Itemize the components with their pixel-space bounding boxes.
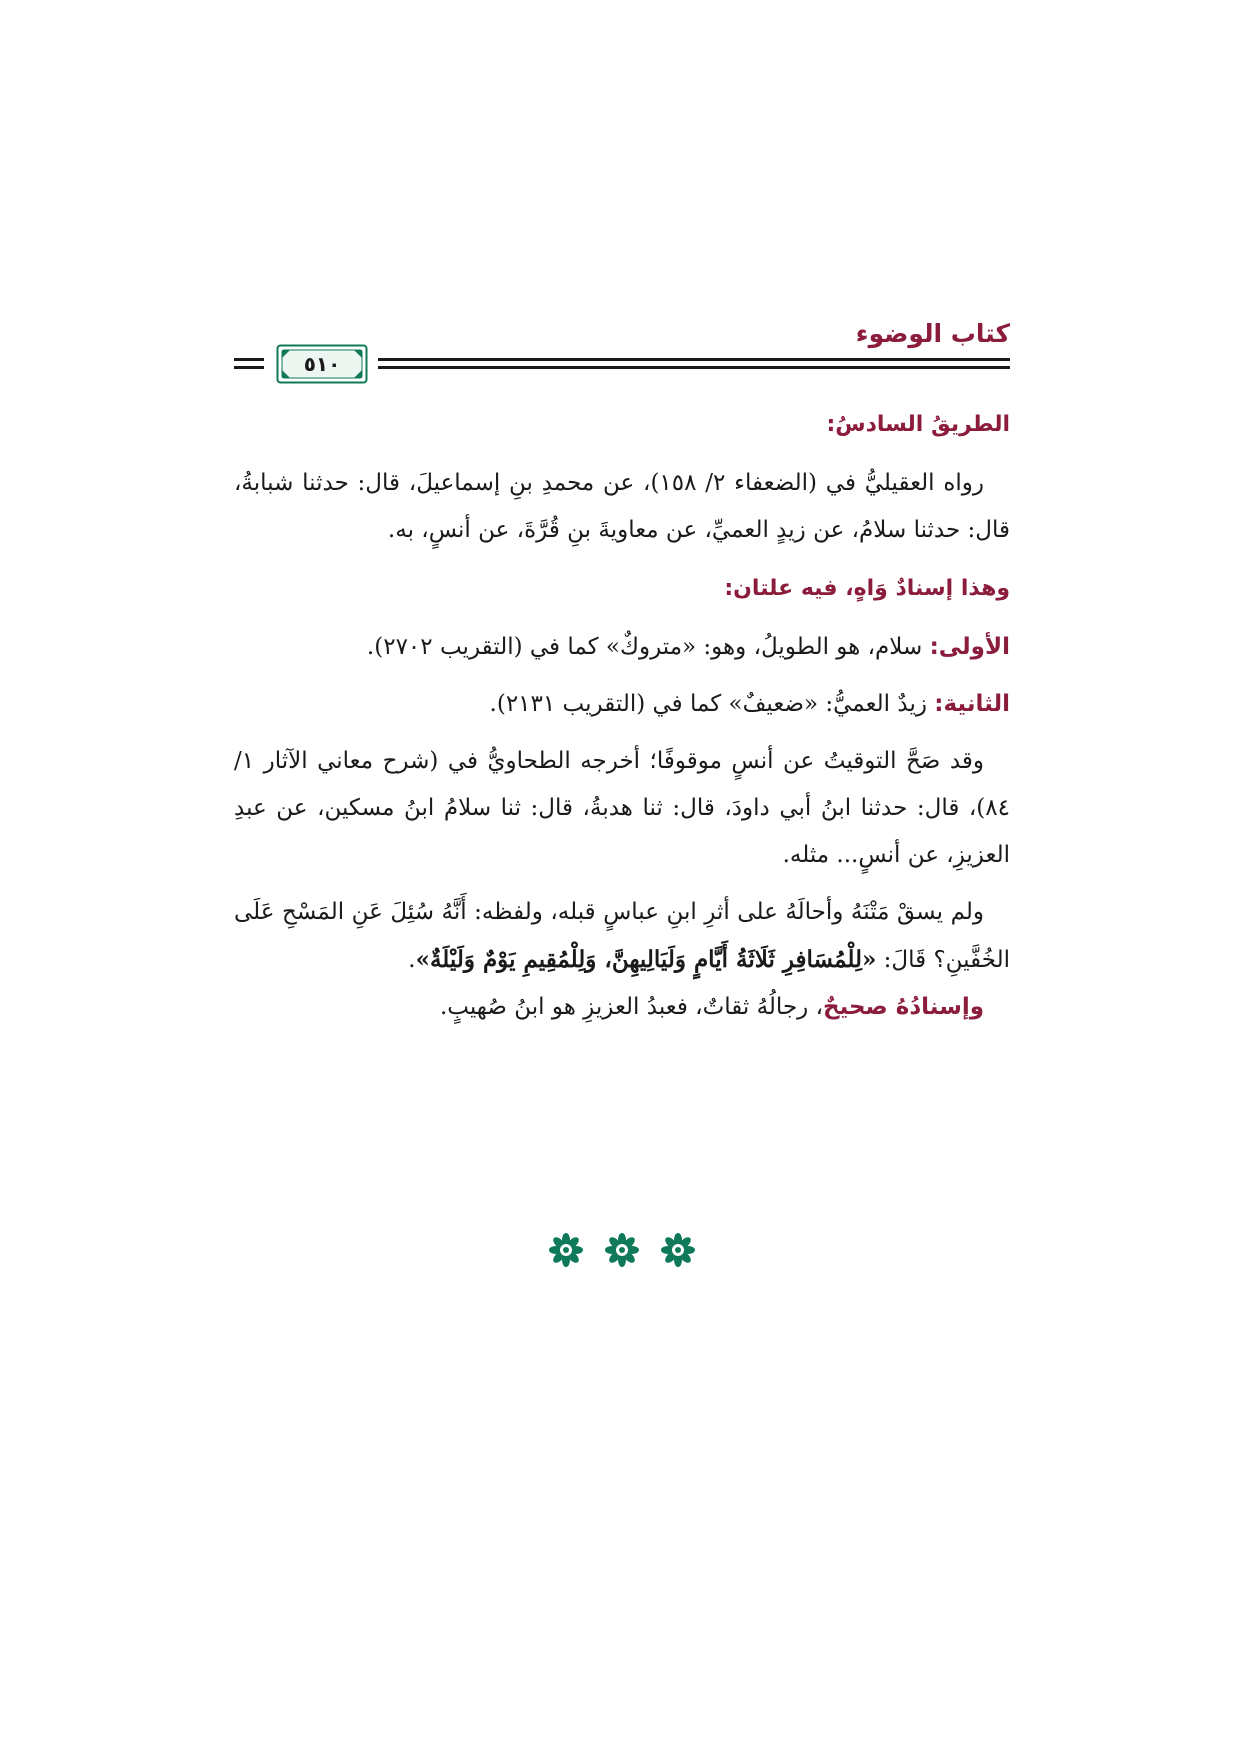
- section-end-ornaments: [234, 1232, 1010, 1272]
- header-rule-top: [378, 358, 1010, 361]
- flower-ornament-icon: [548, 1232, 584, 1268]
- page-content: [234, 400, 1010, 1031]
- first-defect-label: الأولى:: [929, 634, 1010, 660]
- section-heading: الطريقُ السادسُ:: [826, 412, 1010, 437]
- isnad-judgement: [234, 984, 1010, 1031]
- flower-ornament-icon: [604, 1232, 640, 1268]
- second-defect-text: زيدٌ العميُّ: «ضعيفٌ» كما في (التقريب ٢١٣١).: [489, 691, 935, 717]
- verdict-heading: وهذا إسنادٌ وَاهٍ، فيه علتان:: [724, 576, 1010, 601]
- hadith-text: «لِلْمُسَافِرِ ثَلَاثَةُ أَيَّامٍ وَلَيَالِيهِنَّ، وَلِلْمُقِيمِ يَوْمٌ وَلَيْلَةٌ»: [415, 946, 877, 973]
- first-defect: [234, 624, 1010, 671]
- isnad-label: وإسنادُهُ صحيحٌ: [823, 994, 984, 1020]
- paragraph-narration: رواه العقيليُّ في (الضعفاء ٢/ ١٥٨)، عن محمدِ بنِ إسماعيلَ، قال: حدثنا شبابةُ، قال: حدثنا سلامُ، عن زيدٍ العميِّ، عن معاويةَ بنِ قُرَّةَ، عن أنسٍ، به.: [234, 470, 1010, 543]
- paragraph-tahawi: وقد صَحَّ التوقيتُ عن أنسٍ موقوفًا؛ أخرجه الطحاويُّ في (شرح معاني الآثار ١/ ٨٤)، قال: حدثنا ابنُ أبي داودَ، قال: ثنا هدبةُ، قال: ثنا سلامُ ابنُ مسكين، عن عبدِ العزيزِ، عن أنسٍ... مثله.: [234, 748, 1010, 868]
- isnad-text: ، رجالُهُ ثقاتٌ، فعبدُ العزيزِ هو ابنُ صُهيبٍ.: [439, 994, 824, 1020]
- flower-ornament-icon: [660, 1232, 696, 1268]
- second-defect: [234, 681, 1010, 728]
- page-number: ٥١٠: [303, 352, 341, 376]
- header-rule-left-bottom: [234, 366, 264, 369]
- second-defect-label: الثانية:: [934, 691, 1010, 717]
- hadith-intro: ولم يسقْ مَتْنَهُ وأحالَهُ على أثرِ ابنِ عباسٍ قبله، ولفظه: أَنَّهُ سُئِلَ عَنِ المَسْحِ عَلَى الخُفَّينِ؟ قَالَ:: [234, 899, 1010, 973]
- header-rule-left-top: [234, 358, 264, 361]
- page-header: [234, 318, 1010, 388]
- page-number-frame: [276, 344, 368, 384]
- book-title: كتاب الوضوء: [855, 319, 1010, 348]
- first-defect-text: سلام، هو الطويلُ، وهو: «متروكٌ» كما في (التقريب ٢٧٠٢).: [366, 634, 930, 660]
- header-rule-bottom: [378, 366, 1010, 369]
- paragraph-hadith: [234, 889, 1010, 984]
- hadith-end: .: [408, 947, 416, 973]
- book-page: [234, 0, 1010, 1754]
